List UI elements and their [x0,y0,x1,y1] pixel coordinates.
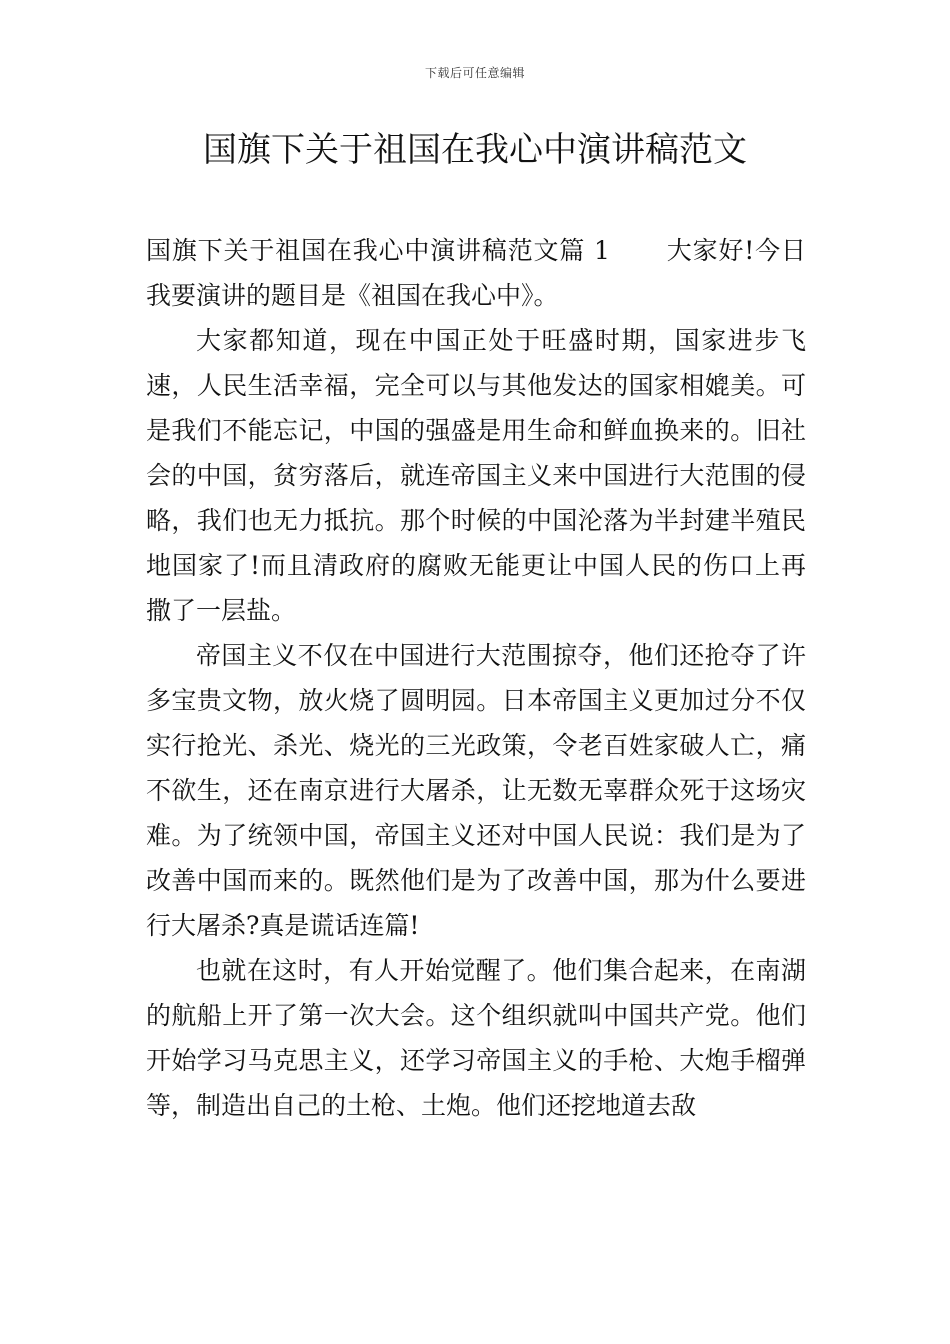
header-note: 下载后可任意编辑 [424,66,525,80]
paragraph: 也就在这时，有人开始觉醒了。他们集合起来，在南湖的航船上开了第一次大会。这个组织就叫中国共产党。他们开始学习马克思主义，还学习帝国主义的手枪、大炮手榴弹等，制造出自己的土枪、土炮。他们还挖地道去敌 [146,956,806,1120]
document-title: 国旗下关于祖国在我心中演讲稿范文 [203,130,747,170]
section-heading: 国旗下关于祖国在我心中演讲稿范文篇 1 [146,236,610,265]
paragraph-intro [146,228,806,318]
paragraph: 大家都知道，现在中国正处于旺盛时期，国家进步飞速，人民生活幸福，完全可以与其他发达的国家相媲美。可是我们不能忘记，中国的强盛是用生命和鲜血换来的。旧社会的中国，贫穷落后，就连帝国主义来中国进行大范围的侵略，我们也无力抵抗。那个时候的中国沦落为半封建半殖民地国家了!而且清政府的腐败无能更让中国人民的伤口上再撒了一层盐。 [146,326,806,625]
document-body [146,228,806,1128]
paragraph: 帝国主义不仅在中国进行大范围掠夺，他们还抢夺了许多宝贵文物，放火烧了圆明园。日本帝国主义更加过分不仅实行抢光、杀光、烧光的三光政策，令老百姓家破人亡，痛不欲生，还在南京进行大屠杀，让无数无辜群众死于这场灾难。为了统领中国，帝国主义还对中国人民说：我们是为了改善中国而来的。既然他们是为了改善中国，那为什么要进行大屠杀?真是谎话连篇! [146,641,806,940]
paragraph-text: 大家好!今日我要演讲的题目是《祖国在我心中》。 [146,236,807,310]
